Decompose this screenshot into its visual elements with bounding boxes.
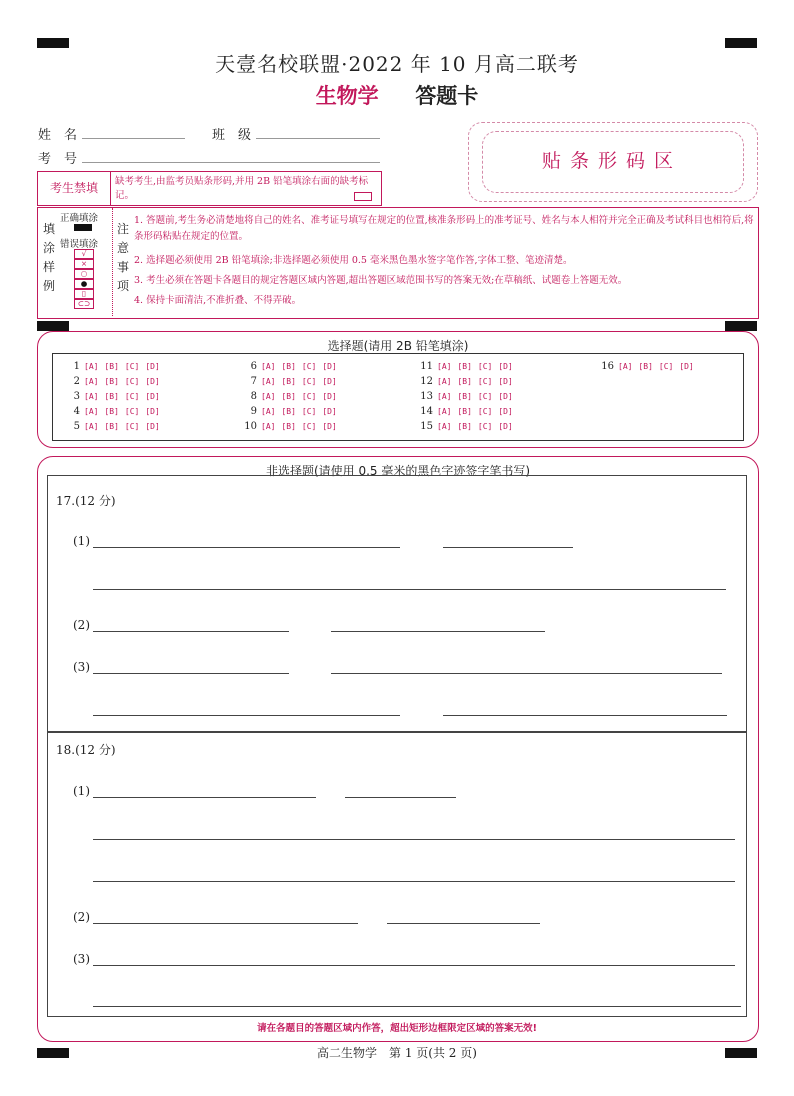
choice-bubble[interactable]: [B] (104, 422, 119, 431)
choice-column-3 (413, 359, 519, 434)
wrong-fill-label: 错误填涂 (60, 239, 99, 250)
choice-bubble[interactable]: [D] (498, 362, 513, 371)
absent-mark-checkbox[interactable] (354, 192, 372, 201)
q17-3-answer-line-d[interactable] (443, 715, 727, 716)
q17-3-answer-line-b[interactable] (331, 673, 722, 674)
choice-bubble[interactable]: [B] (104, 407, 119, 416)
question-number: 12 (420, 376, 433, 387)
choice-bubble[interactable]: [C] (124, 377, 140, 386)
choice-bubble[interactable]: [D] (679, 362, 694, 371)
question-number: 5 (73, 421, 80, 432)
choice-column-1 (60, 359, 166, 434)
choice-bubble[interactable]: [B] (104, 377, 119, 386)
question-number: 1 (73, 361, 80, 372)
correct-fill-label: 正确填涂 (60, 213, 99, 224)
question-number: 14 (420, 406, 433, 417)
q18-1-answer-line-b[interactable] (345, 797, 456, 798)
q18-sub-1-label: (1) (73, 784, 90, 798)
choice-bubble[interactable]: [C] (301, 377, 317, 386)
note-item-1: 1. 答题前,考生务必清楚地将自己的姓名、准考证号填写在规定的位置,核准条形码上的准考证号、姓名与本人相符并完全正确及考试科目也相符后,将条形码粘贴在规定的位置。 (134, 215, 754, 242)
choice-bubble[interactable]: [B] (281, 392, 296, 401)
choice-bubble[interactable]: [B] (457, 392, 472, 401)
choice-row (237, 419, 343, 434)
absent-mark-label: 考生禁填 (38, 172, 111, 205)
question-number: 9 (250, 406, 257, 417)
q18-2-answer-line-b[interactable] (387, 923, 540, 924)
exam-title: 天壹名校联盟·2022 年 10 月高二联考 (215, 52, 579, 76)
choice-row (60, 404, 166, 419)
choice-bubble[interactable]: [B] (281, 407, 296, 416)
choice-bubble[interactable]: [D] (322, 362, 337, 371)
q17-1-answer-line-c[interactable] (93, 589, 726, 590)
subject-name: 生物学 (315, 83, 379, 108)
choice-bubble[interactable]: [C] (124, 407, 140, 416)
choice-bubble[interactable]: [B] (638, 362, 653, 371)
q17-sub-1-label: (1) (73, 534, 90, 548)
q17-1-answer-line-b[interactable] (443, 547, 573, 548)
question-number: 10 (244, 421, 257, 432)
choice-row (237, 404, 343, 419)
choice-section-title: 选择题(请用 2B 铅笔填涂) (327, 339, 469, 353)
nonchoice-section-title: 非选择题(请使用 0.5 毫米的黑色字迹签字笔书写) (265, 464, 531, 478)
choice-bubble[interactable]: [A] (84, 377, 99, 386)
choice-bubble[interactable]: [B] (104, 362, 119, 371)
choice-bubble[interactable]: [C] (477, 407, 493, 416)
question-17-title: 17.(12 分) (56, 494, 116, 508)
choice-bubble[interactable]: [D] (145, 407, 160, 416)
q18-sub-3-label: (3) (73, 952, 90, 966)
registration-mark-top-right (725, 38, 757, 48)
choice-bubble[interactable]: [B] (281, 362, 296, 371)
question-number: 13 (420, 391, 433, 402)
exam-number-field[interactable] (82, 161, 380, 163)
wrong-fill-marks: √ × ○ ● ▯ ⊂⊃ (74, 249, 94, 309)
q18-1-answer-line-c[interactable] (93, 839, 735, 840)
fill-example-label: 填 涂 样 例 (42, 222, 55, 293)
notes-label: 注 意 事 项 (116, 222, 129, 293)
registration-mark-top-left (37, 38, 69, 48)
question-number: 16 (601, 361, 614, 372)
choice-bubble[interactable]: [B] (457, 362, 472, 371)
choice-bubble[interactable]: [C] (477, 422, 493, 431)
name-field[interactable] (82, 137, 185, 139)
choice-bubble[interactable]: [C] (301, 407, 317, 416)
choice-bubble[interactable]: [D] (322, 392, 337, 401)
choice-row (594, 359, 700, 374)
q18-1-answer-line-d[interactable] (93, 881, 735, 882)
question-number: 15 (420, 421, 433, 432)
exam-number-label: 考 号 (38, 152, 78, 167)
choice-bubble[interactable]: [C] (124, 422, 140, 431)
choice-bubble[interactable]: [C] (124, 392, 140, 401)
choice-bubble[interactable]: [A] (261, 362, 276, 371)
choice-bubble[interactable]: [A] (618, 362, 633, 371)
question-number: 11 (420, 361, 433, 372)
choice-column-4 (594, 359, 700, 374)
question-number: 3 (73, 391, 80, 402)
choice-row (413, 389, 519, 404)
choice-bubble[interactable]: [A] (261, 407, 276, 416)
choice-bubble[interactable]: [C] (301, 392, 317, 401)
question-17-box (47, 475, 747, 733)
choice-bubble[interactable]: [D] (498, 377, 513, 386)
choice-bubble[interactable]: [B] (281, 377, 296, 386)
choice-row (237, 389, 343, 404)
q18-1-answer-line-a[interactable] (93, 797, 316, 798)
choice-bubble[interactable]: [D] (145, 392, 160, 401)
q17-sub-3-label: (3) (73, 660, 90, 674)
choice-bubble[interactable]: [A] (261, 422, 276, 431)
choice-bubble[interactable]: [D] (498, 407, 513, 416)
choice-bubble[interactable]: [A] (437, 362, 452, 371)
choice-bubble[interactable]: [C] (301, 362, 317, 371)
page-footer: 高二生物学 第 1 页(共 2 页) (317, 1046, 477, 1060)
absent-mark-box (37, 171, 382, 206)
choice-bubble[interactable]: [D] (322, 377, 337, 386)
choice-row (413, 359, 519, 374)
class-field[interactable] (256, 137, 380, 139)
choice-bubble[interactable]: [C] (477, 362, 493, 371)
barcode-area-label: 贴条形码区 (541, 150, 682, 172)
choice-bubble[interactable]: [D] (498, 422, 513, 431)
choice-bubble[interactable]: [B] (104, 392, 119, 401)
choice-bubble[interactable]: [D] (322, 407, 337, 416)
choice-bubble[interactable]: [D] (498, 392, 513, 401)
choice-bubble[interactable]: [C] (658, 362, 674, 371)
choice-row (60, 419, 166, 434)
choice-bubble[interactable]: [A] (84, 407, 99, 416)
choice-bubble[interactable]: [A] (84, 392, 99, 401)
choice-bubble[interactable]: [C] (301, 422, 317, 431)
question-number: 7 (250, 376, 257, 387)
choice-row (413, 404, 519, 419)
note-item-4: 4. 保持卡面清洁,不准折叠、不得弄破。 (134, 295, 302, 306)
choice-bubble[interactable]: [B] (457, 422, 472, 431)
choice-bubble[interactable]: [B] (281, 422, 296, 431)
q18-3-answer-line-a[interactable] (93, 965, 735, 966)
q17-2-answer-line-b[interactable] (331, 631, 545, 632)
choice-bubble[interactable]: [C] (477, 392, 493, 401)
choice-bubble[interactable]: [B] (457, 377, 472, 386)
note-item-3: 3. 考生必须在答题卡各题目的规定答题区域内答题,超出答题区域范围书写的答案无效;在草稿纸、试题卷上答题无效。 (134, 275, 628, 286)
choice-bubble[interactable]: [A] (437, 422, 452, 431)
choice-bubble[interactable]: [C] (124, 362, 140, 371)
choice-bubble[interactable]: [A] (261, 377, 276, 386)
choice-bubble[interactable]: [D] (145, 422, 160, 431)
choice-bubble[interactable]: [A] (84, 362, 99, 371)
q18-2-answer-line-a[interactable] (93, 923, 358, 924)
q17-1-answer-line-a[interactable] (93, 547, 400, 548)
question-18-title: 18.(12 分) (56, 743, 116, 757)
question-number: 6 (250, 361, 257, 372)
correct-fill-mark (74, 224, 92, 231)
q18-sub-2-label: (2) (73, 910, 90, 924)
question-number: 2 (73, 376, 80, 387)
name-label: 姓 名 (38, 128, 78, 143)
question-number: 4 (73, 406, 80, 417)
choice-bubble[interactable]: [D] (322, 422, 337, 431)
card-name: 答题卡 (415, 83, 479, 108)
subject-heading (0, 80, 794, 110)
registration-mark-mid-left (37, 321, 69, 331)
choice-bubble[interactable]: [A] (261, 392, 276, 401)
answer-area-warning: 请在各题目的答题区域内作答，超出矩形边框限定区域的答案无效! (257, 1023, 537, 1034)
q17-2-answer-line-a[interactable] (93, 631, 289, 632)
choice-bubble[interactable]: [A] (437, 392, 452, 401)
choice-row (413, 419, 519, 434)
choice-row (237, 374, 343, 389)
choice-column-2 (237, 359, 343, 434)
note-item-2: 2. 选择题必须使用 2B 铅笔填涂;非选择题必须使用 0.5 毫米黑色墨水签字笔作答,字体工整、笔迹清楚。 (134, 255, 573, 266)
registration-mark-mid-right (725, 321, 757, 331)
q18-3-answer-line-b[interactable] (93, 1006, 741, 1007)
choice-row (60, 389, 166, 404)
q17-3-answer-line-a[interactable] (93, 673, 289, 674)
divider-line (112, 208, 113, 316)
question-18-box (47, 731, 747, 1017)
choice-bubble[interactable]: [D] (145, 362, 160, 371)
choice-row (60, 359, 166, 374)
choice-bubble[interactable]: [A] (437, 407, 452, 416)
choice-bubble[interactable]: [C] (477, 377, 493, 386)
q17-3-answer-line-c[interactable] (93, 715, 400, 716)
question-number: 8 (250, 391, 257, 402)
choice-row (60, 374, 166, 389)
choice-bubble[interactable]: [B] (457, 407, 472, 416)
choice-row (237, 359, 343, 374)
choice-bubble[interactable]: [D] (145, 377, 160, 386)
choice-bubble[interactable]: [A] (84, 422, 99, 431)
choice-row (413, 374, 519, 389)
choice-bubble[interactable]: [A] (437, 377, 452, 386)
class-label: 班 级 (212, 128, 252, 143)
absent-mark-instructions: 缺考考生,由监考员贴条形码,并用 2B 铅笔填涂右面的缺考标记。 (115, 176, 369, 201)
q17-sub-2-label: (2) (73, 618, 90, 632)
